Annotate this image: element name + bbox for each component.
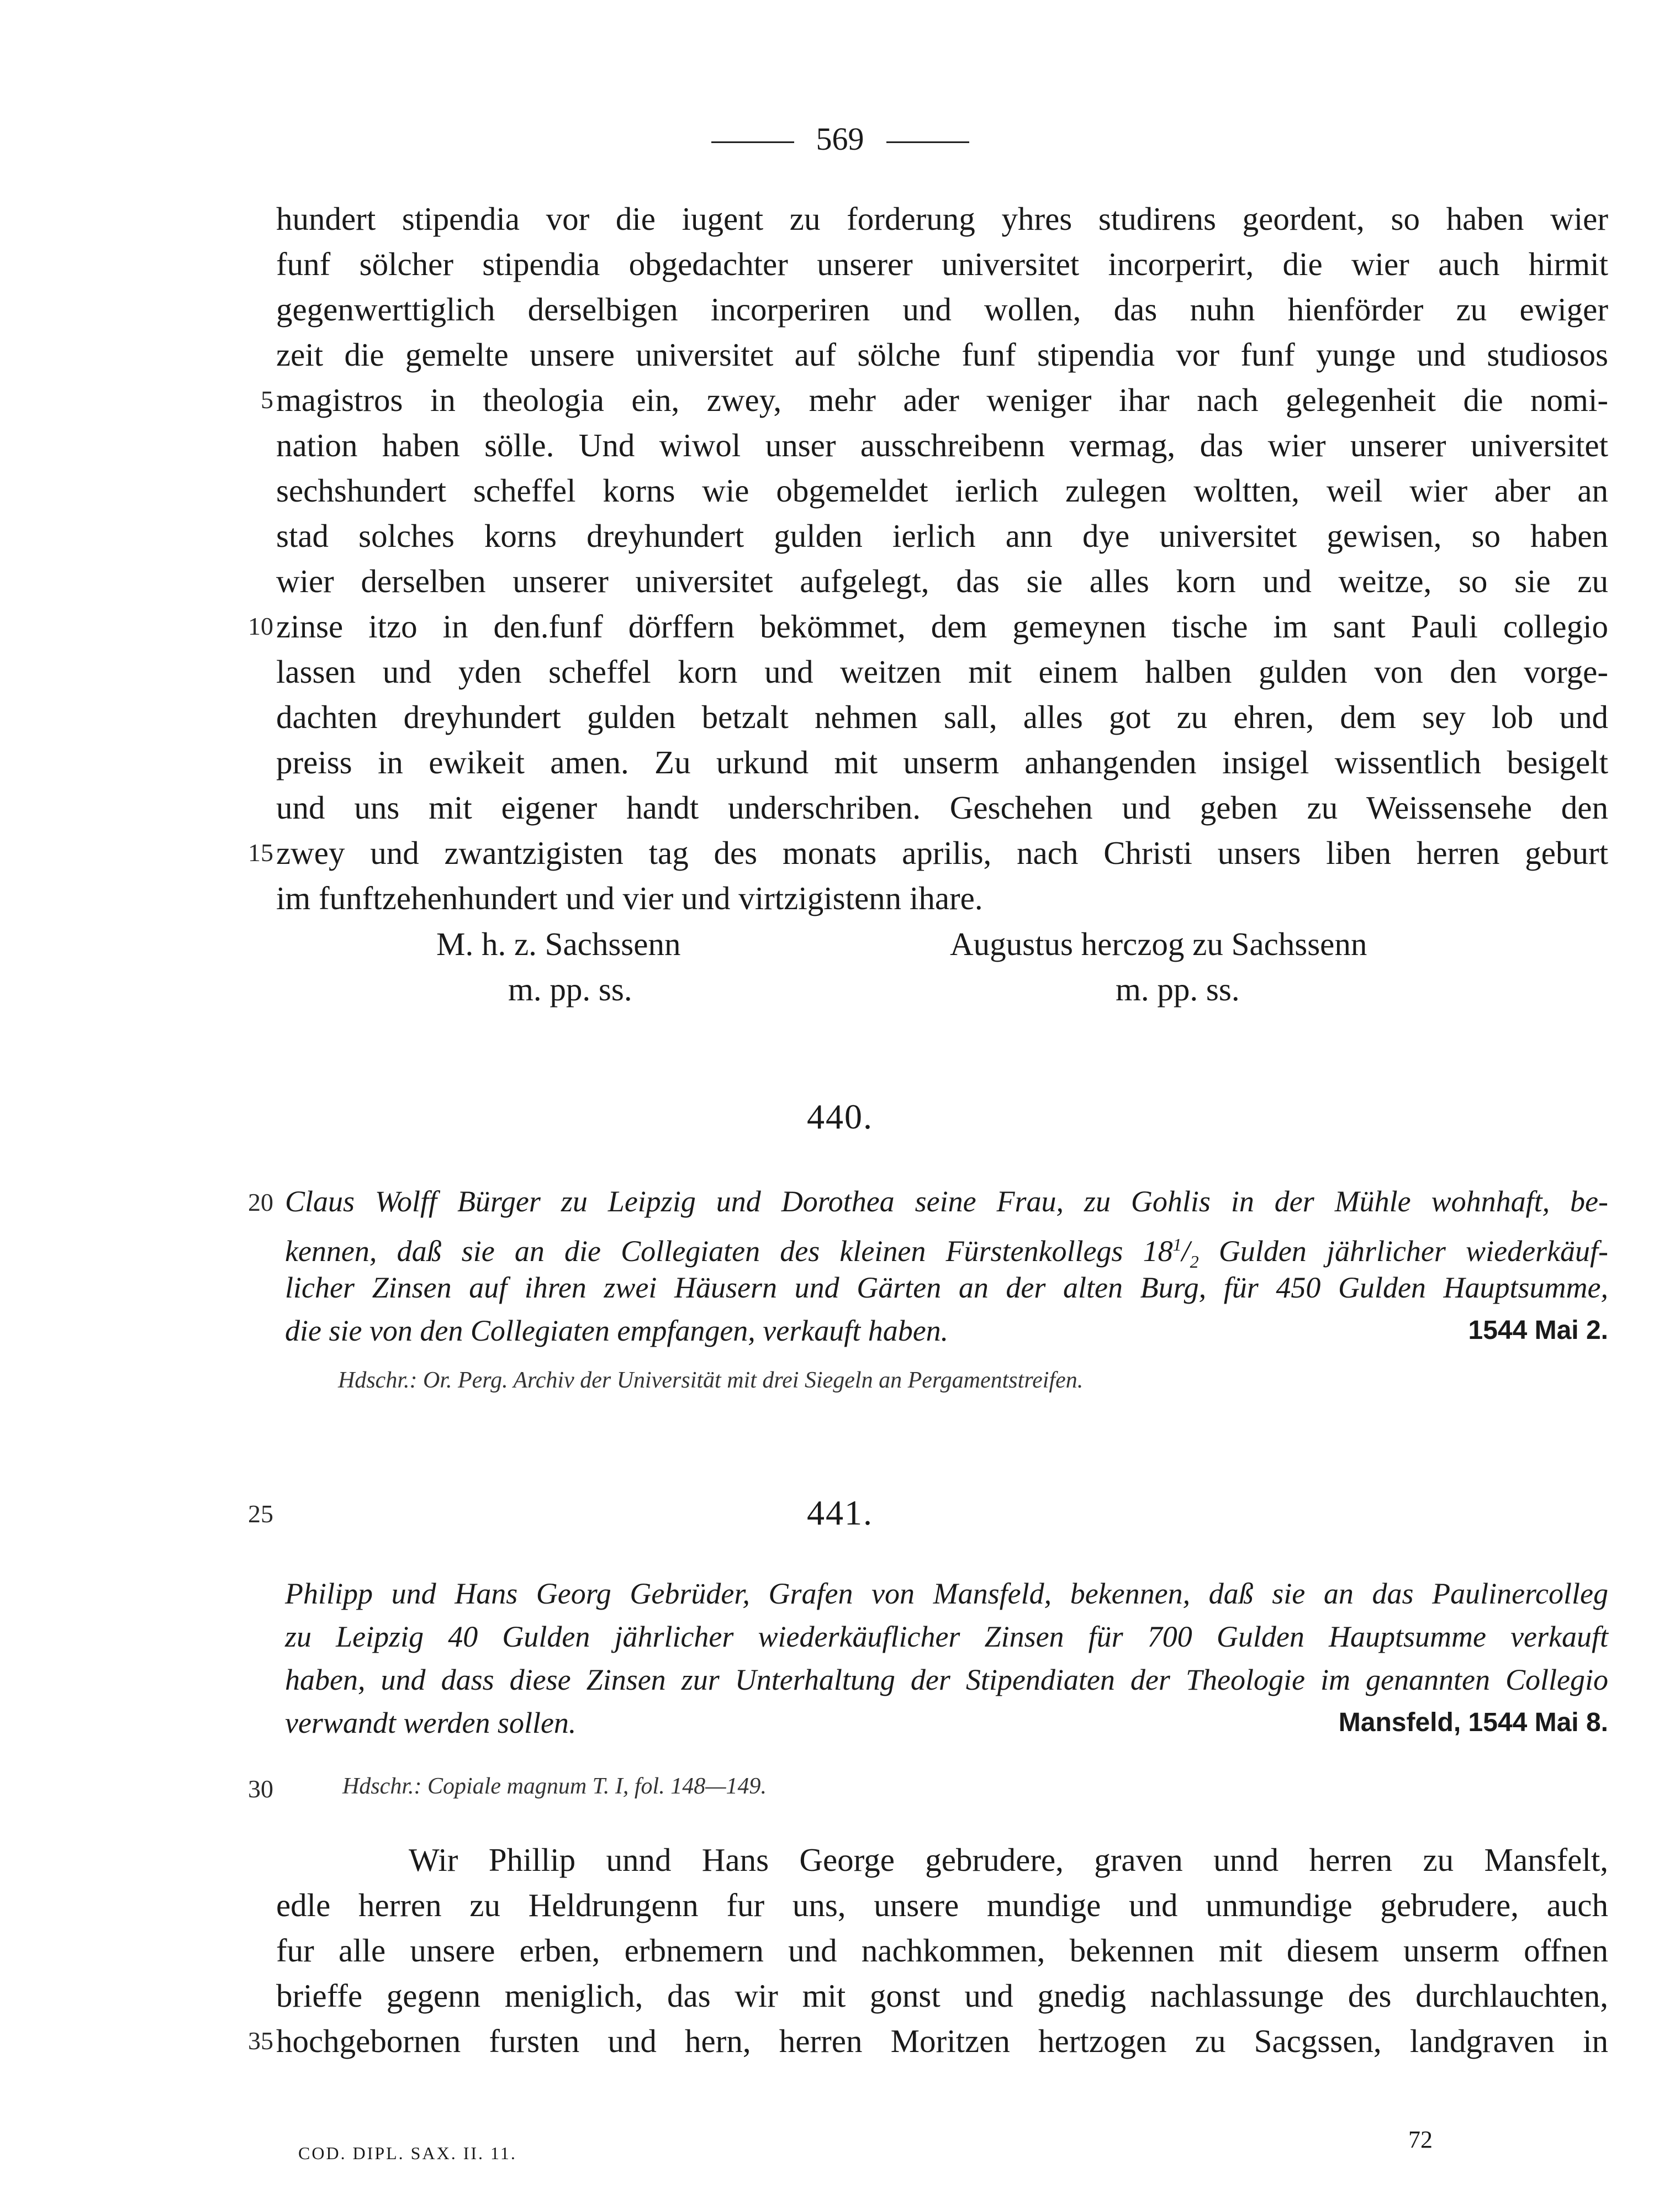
text-line: sechshundert scheffel korns wie obgemeldet ierlich zulegen woltten, weil wier aber an [276,472,1608,509]
summary-line-text: kennen, daß sie an die Collegiaten des kleinen Fürstenkollegs 18 [285,1235,1173,1268]
text-line: stad solches korns dreyhundert gulden ierlich ann dye universitet gewisen, so haben [276,518,1608,554]
signature-right-name: Augustus herczog zu Sachssenn [950,926,1367,962]
signature-left-name: M. h. z. Sachssenn [436,926,681,962]
text-line: hochgebornen fursten und hern, herren Moritzen hertzogen zu Sacgssen, landgraven in [276,2023,1608,2059]
summary-line-text: verwandt werden sollen. [285,1706,577,1739]
line-number: 35 [248,2027,273,2055]
summary-line: haben, und dass diese Zinsen zur Unterhaltung der Stipendiaten der Theologie im genannten Collegio [285,1663,1608,1696]
line-number: 5 [261,386,273,414]
manuscript-reference: Hdschr.: Or. Perg. Archiv der Universität mit drei Siegeln an Pergamentstreifen. [338,1368,1084,1393]
text-line: und uns mit eigener handt underschriben. Geschehen und geben zu Weissensehe den [276,789,1608,826]
text-line: brieffe gegenn meniglich, das wir mit gonst und gnedig nachlassunge des durchlauchten, [276,1977,1608,2014]
document-number-441: 441. [807,1493,873,1532]
line-number: 10 [248,612,273,640]
sheet-number: 72 [1408,2126,1433,2153]
summary-line-tail: Gulden jährlicher wiederkäuf- [1218,1235,1609,1268]
summary-line-text: die sie von den Collegiaten empfangen, verkauft haben. [285,1314,949,1347]
text-line: lassen und yden scheffel korn und weitzen mit einem halben gulden von den vorge- [276,653,1608,690]
signature-left-mark: m. pp. ss. [508,971,632,1008]
text-line: preiss in ewikeit amen. Zu urkund mit unserm anhangenden insigel wissentlich besigelt [276,744,1608,780]
fraction-denominator: 2 [1190,1251,1199,1272]
document-date: Mansfeld, 1544 Mai 8. [1338,1708,1608,1737]
line-number: 30 [248,1775,273,1803]
collection-signature: COD. DIPL. SAX. II. 11. [298,2143,517,2163]
page-header [0,120,1680,157]
signature-right-mark: m. pp. ss. [1116,971,1240,1008]
text-line: funf sölcher stipendia obgedachter unserer universitet incorperirt, die wier auch hirmit [276,246,1608,282]
summary-line: Claus Wolff Bürger zu Leipzig und Dorothea seine Frau, zu Gohlis in der Mühle wohnhaft, be- [285,1185,1608,1218]
text-line: fur alle unsere erben, erbnemern und nachkommen, bekennen mit diesem unserm offnen [276,1932,1608,1969]
summary-line: Philipp und Hans Georg Gebrüder, Grafen von Mansfeld, bekennen, daß sie an das Paulinercolleg [285,1577,1608,1610]
fraction-numerator: 1 [1172,1235,1182,1254]
text-line: im funftzehenhundert und vier und virtzigistenn ihare. [276,880,983,916]
text-line: hundert stipendia vor die iugent zu forderung yhres studirens geordent, so haben wier [276,201,1608,237]
page-number: 569 [816,121,864,157]
text-line: zinse itzo in den.funf dörffern bekömmet, dem gemeynen tische im sant Pauli collegio [276,608,1608,645]
line-number: 25 [248,1500,273,1528]
summary-line [285,1309,1608,1352]
manuscript-reference: Hdschr.: Copiale magnum T. I, fol. 148—149. [342,1774,767,1799]
text-line: magistros in theologia ein, zwey, mehr ader weniger ihar nach gelegenheit die nomi- [276,382,1608,418]
text-line: gegenwerttiglich derselbigen incorperiren und wollen, das nuhn hienförder zu ewiger [276,291,1608,328]
header-rule-right [886,141,969,143]
summary-line: licher Zinsen auf ihren zwei Häusern und Gärten an der alten Burg, für 450 Gulden Hauptsumme, [285,1271,1608,1304]
text-line: Wir Phillip unnd Hans George gebrudere, graven unnd herren zu Mansfelt, [409,1842,1608,1878]
text-line: dachten dreyhundert gulden betzalt nehmen sall, alles got zu ehren, dem sey lob und [276,699,1608,735]
header-rule-left [711,141,794,143]
text-line: nation haben sölle. Und wiwol unser ausschreibenn vermag, das wier unserer universitet [276,427,1608,463]
line-number: 15 [248,838,273,867]
line-number: 20 [248,1188,273,1216]
summary-line: zu Leipzig 40 Gulden jährlicher wiederkäuflicher Zinsen für 700 Gulden Hauptsumme verkauft [285,1620,1608,1653]
text-line: wier derselben unserer universitet aufgelegt, das sie alles korn und weitze, so sie zu [276,563,1608,599]
document-number-440: 440. [807,1097,873,1136]
summary-line: kennen, daß sie an die Collegiaten des kleinen Fürstenkollegs $18^1/_2$ Gulden jährlicher wiederkäuf- [285,1235,1609,1272]
text-line: edle herren zu Heldrungenn fur uns, unsere mundige und unmundige gebrudere, auch [276,1887,1608,1923]
document-date: 1544 Mai 2. [1468,1316,1608,1345]
text-line: zeit die gemelte unsere universitet auf sölche funf stipendia vor funf yunge und studiosos [276,336,1608,373]
summary-line [285,1701,1608,1744]
text-line: zwey und zwantzigisten tag des monats aprilis, nach Christi unsers liben herren geburt [276,835,1608,871]
